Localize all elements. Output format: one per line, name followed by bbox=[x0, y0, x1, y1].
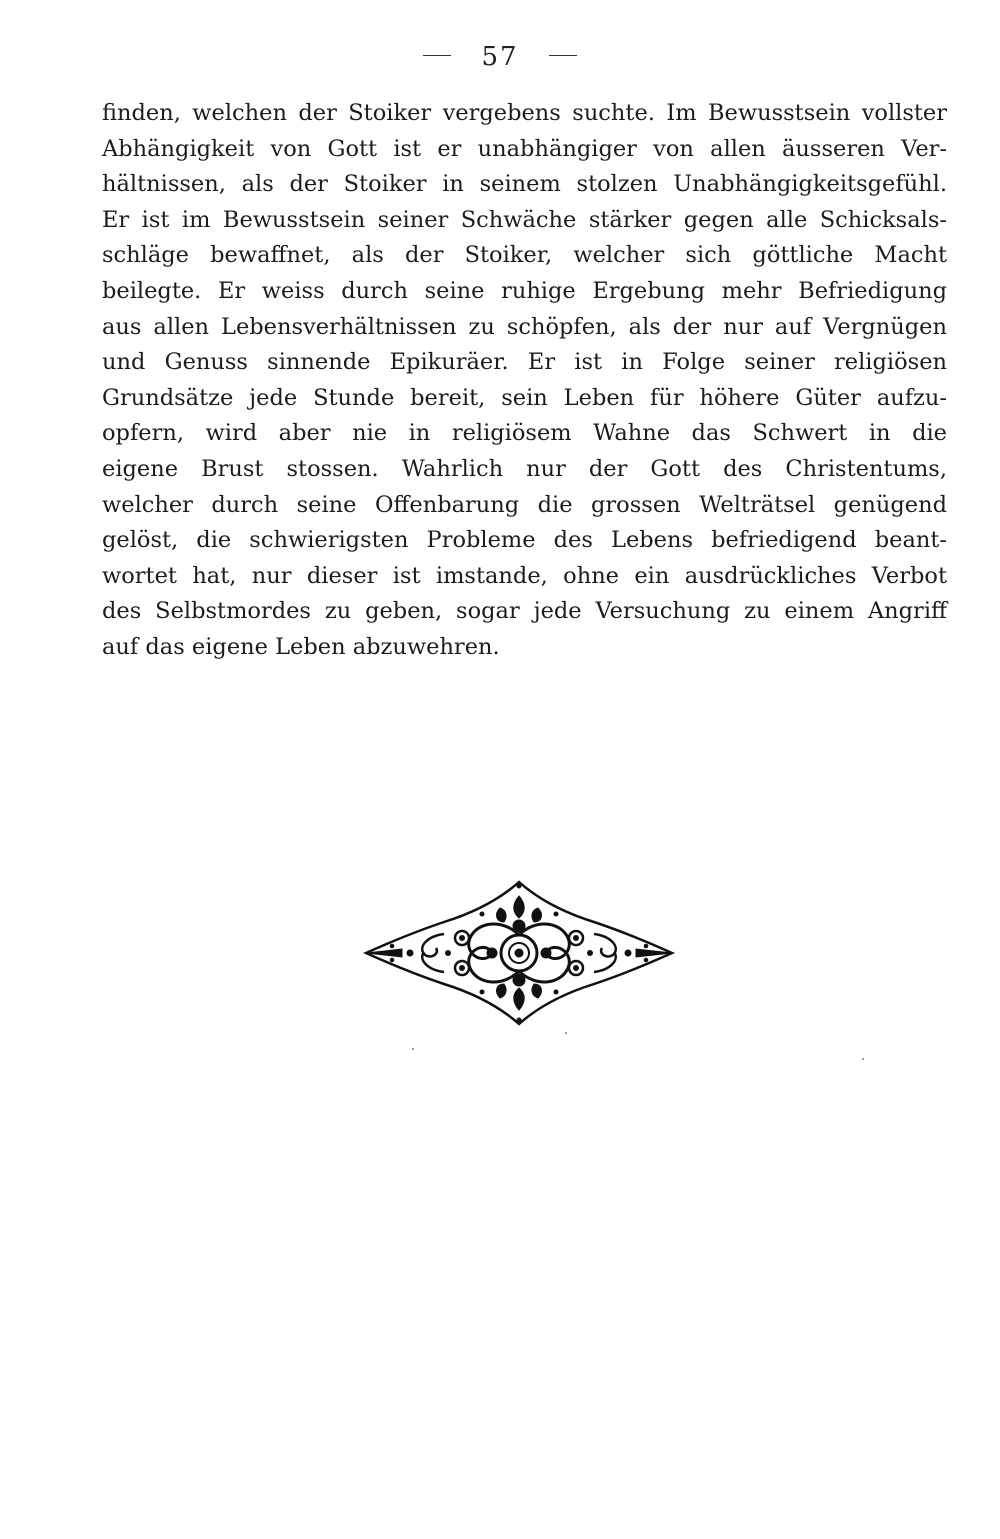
text-line-2: Abhängigkeit von Gott ist er unabhängiger von allen äusseren Ver- bbox=[102, 135, 947, 162]
right-dash bbox=[549, 55, 577, 56]
text-line-5: schläge bewaffnet, als der Stoiker, welcher sich göttliche Macht bbox=[102, 242, 947, 269]
page-number-header bbox=[0, 42, 1000, 72]
text-line-3: hältnissen, als der Stoiker in seinem stolzen Unabhängigkeitsgefühl. bbox=[102, 171, 947, 198]
text-line-16: auf das eigene Leben abzuwehren. bbox=[102, 633, 500, 660]
print-speck bbox=[565, 1032, 567, 1034]
floral-vignette-icon bbox=[362, 878, 676, 1028]
paragraph bbox=[102, 96, 947, 666]
text-line-15: des Selbstmordes zu geben, sogar jede Versuchung zu einem Angriff bbox=[102, 598, 947, 625]
text-line-10: opfern, wird aber nie in religiösem Wahne das Schwert in die bbox=[102, 420, 947, 447]
print-speck bbox=[862, 1058, 864, 1060]
text-line-12: welcher durch seine Offenbarung die grossen Welträtsel genügend bbox=[102, 491, 947, 518]
text-line-8: und Genuss sinnende Epikuräer. Er ist in Folge seiner religiösen bbox=[102, 349, 947, 376]
text-line-7: aus allen Lebensverhältnissen zu schöpfen, als der nur auf Vergnügen bbox=[102, 313, 947, 340]
print-speck bbox=[412, 1048, 414, 1050]
text-line-9: Grundsätze jede Stunde bereit, sein Leben für höhere Güter aufzu- bbox=[102, 384, 947, 411]
left-dash bbox=[423, 55, 451, 56]
text-line-6: beilegte. Er weiss durch seine ruhige Ergebung mehr Befriedigung bbox=[102, 277, 947, 304]
text-line-4: Er ist im Bewusstsein seiner Schwäche stärker gegen alle Schicksals- bbox=[102, 206, 947, 233]
page-number: 57 bbox=[481, 42, 519, 72]
text-line-13: gelöst, die schwierigsten Probleme des Lebens befriedigend beant- bbox=[102, 527, 947, 554]
text-line-1: finden, welchen der Stoiker vergebens suchte. Im Bewusstsein vollster bbox=[102, 100, 947, 126]
text-line-11: eigene Brust stossen. Wahrlich nur der Gott des Christentums, bbox=[102, 455, 947, 482]
text-line-14: wortet hat, nur dieser ist imstande, ohne ein ausdrückliches Verbot bbox=[102, 562, 947, 589]
